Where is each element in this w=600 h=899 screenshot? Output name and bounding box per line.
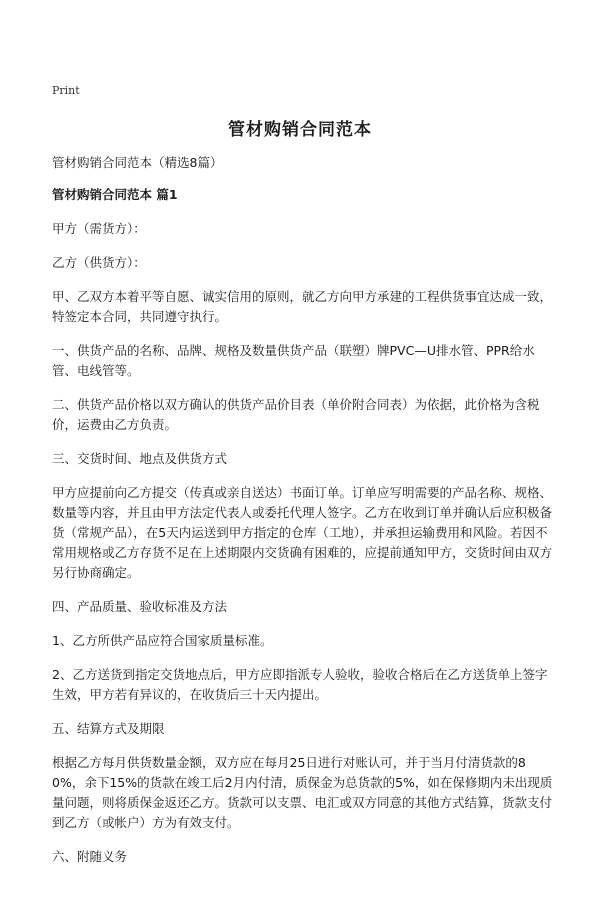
clause-1-paragraph: 一、供货产品的名称、品牌、规格及数量供货产品（联塑）牌PVC—U排水管、PPR给水管、电线管等。 (52, 343, 535, 378)
intro-paragraph: 甲、乙双方本着平等自愿、诚实信用的原则，就乙方向甲方承建的工程供货事宜达成一致，特签定本合同，共同遵守执行。 (52, 289, 553, 324)
clause-2-paragraph: 二、供货产品价格以双方确认的供货产品价目表（单价附合同表）为依据，此价格为含税价，运费由乙方负责。 (52, 397, 540, 432)
clause-4-item-1: 1、乙方所供产品应符合国家质量标准。 (52, 633, 273, 648)
document-subtitle: 管材购销合同范本（精选8篇） (52, 155, 223, 170)
clause-4-item-2: 2、乙方送货到指定交货地点后，甲方应即指派专人验收，验收合格后在乙方送货单上签字生效，甲方若有异议的，在收货后三十天内提出。 (52, 667, 548, 702)
clause-3-paragraph: 甲方应提前向乙方提交（传真或亲自送达）书面订单。订单应写明需要的产品名称、规格、数量等内容，并且由甲方法定代表人或委托代理人签字。乙方在收到订单并确认后应积极备货（常规产品），在5天内运送到甲方指定的仓库（工地），并承担运输费用和风险。若因不常用规格或乙方存货不足在上述期限内交货确有困难的，应提前通知甲方，交货时间由双方另行协商确定。 (52, 485, 553, 580)
document-body (52, 153, 557, 881)
party-a-line: 甲方（需货方）： (52, 221, 146, 236)
clause-5-heading: 五、结算方式及期限 (52, 721, 165, 736)
clause-4-heading: 四、产品质量、验收标准及方法 (52, 599, 228, 614)
party-b-line: 乙方（供货方）： (52, 255, 146, 270)
clause-5-paragraph: 根据乙方每月供货数量金额，双方应在每月25日进行对账认可，并于当月付清货款的80%，余下15%的货款在竣工后2月内付清，质保金为总货款的5%，如在保修期内未出现质量问题，则将质保金返还乙方。货款可以支票、电汇或双方同意的其他方式结算，货款支付到乙方（或帐户）方为有效支付。 (52, 755, 553, 830)
print-label: Print (52, 84, 80, 97)
clause-6-heading: 六、附随义务 (52, 849, 128, 864)
clause-3-heading: 三、交货时间、地点及供货方式 (52, 451, 228, 466)
section-heading: 管材购销合同范本 篇1 (52, 187, 178, 202)
document-title: 管材购销合同范本 (228, 120, 372, 140)
